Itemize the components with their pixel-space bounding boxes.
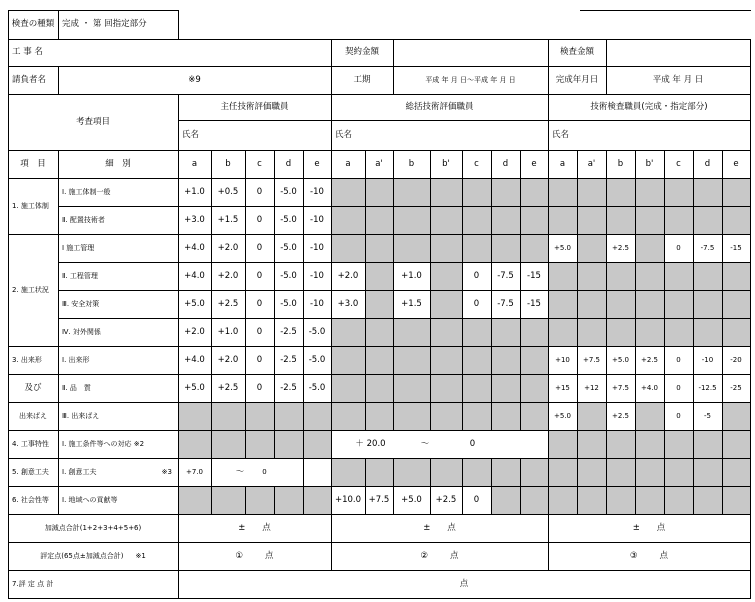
grid-line [8,178,751,179]
grid-line [8,598,751,599]
grid-line [8,430,751,431]
range-zero: 0 [262,467,267,476]
grid-line [520,150,521,431]
chief-score: -10 [310,214,324,225]
grid-line [58,262,751,263]
chief-score: +2.0 [184,326,205,337]
chief-grade-b: b [225,158,231,169]
chief-score: +4.0 [184,242,205,253]
grid-line [664,458,665,487]
inspector-add-sub-total: ± 点 [632,522,666,533]
chief-score: +2.0 [217,270,239,281]
grid-line [635,150,636,431]
inspector-score: +7.5 [612,383,629,392]
range-tilde: ～ [235,466,245,477]
general-score: +3.0 [337,298,359,309]
inspector-score: -25 [730,383,742,392]
period-label: 工期 [353,74,371,85]
category-ingenuity: 5. 創意工夫 [12,467,49,476]
chief-score: -10 [310,186,324,197]
grid-line [393,150,394,431]
chief-score: -5.0 [280,186,297,197]
chief-score: -5.0 [280,214,297,225]
inspector-grade-header: a [559,158,566,169]
detail-label: Ⅳ. 対外関係 [62,327,101,336]
general-grade-header: e [531,158,537,169]
general-grade-header: b [408,158,415,169]
contractor-note: ※9 [188,74,201,85]
chief-score: +2.0 [217,242,239,253]
category-construction-system: 1. 施工体制 [12,201,49,210]
inspector-score: -10 [701,355,714,364]
inspection-amount-label: 検査金額 [559,47,594,58]
column-header-detail: 細 別 [105,158,131,169]
grid-line [606,458,607,487]
circled-number: ② [420,550,429,561]
grid-line [245,486,246,515]
shaded-cell [331,234,548,262]
period-value: 平成 年 月 日～平成 年 月 日 [425,75,516,84]
grid-line [722,486,723,515]
chief-add-sub-total: ± 点 [238,522,271,533]
detail-note: ※3 [161,467,172,476]
completion-date-value: 平成 年 月 日 [652,74,704,85]
inspector-grade-header: d [704,158,711,169]
chief-score: +1.0 [217,326,239,337]
general-grade-header: c [474,158,479,169]
chief-score: -10 [310,270,324,281]
inspector-score: 0 [676,411,681,420]
inspector-score: 0 [676,243,681,252]
grid-line [8,570,751,571]
grid-line [8,39,9,599]
rating-label: 評定点(65点±加減点合計) ※1 [40,551,146,560]
inspector-score: +4.0 [641,383,658,392]
grid-line [8,402,751,403]
category-workmanship: 出来ばえ [19,411,47,420]
chief-score: -5.0 [308,326,326,337]
inspector-score: +5.0 [612,355,629,364]
inspector-score: +12 [584,383,599,392]
chief-score: -5.0 [280,298,297,309]
grid-line [664,430,665,459]
grid-line [693,486,694,515]
chief-score: +2.5 [217,382,239,393]
grid-line [58,318,751,319]
inspector-grade-header: c [676,158,681,169]
grid-line [8,458,751,459]
inspector-score: -12.5 [698,383,717,392]
chief-score: +0.5 [217,186,239,197]
grid-line [462,458,463,487]
inspector-score: 0 [676,355,681,364]
inspector-score: +10 [555,355,570,364]
point-unit: 点 [450,550,459,561]
category-and: 及び [24,382,42,393]
grid-line [750,39,751,599]
inspector-score: -15 [730,243,742,252]
grid-line [577,458,578,487]
inspector-name-label: 氏名 [552,129,570,140]
inspector-score: -20 [730,355,742,364]
grid-line [577,430,578,459]
grid-line [462,150,463,431]
shaded-cell [548,486,750,514]
grid-line [548,150,549,571]
grid-line [635,486,636,515]
general-evaluator-title: 総括技術評価職員 [405,101,474,112]
rating-cell-2 [331,542,548,570]
contract-amount-label: 契約金額 [344,47,379,58]
grid-line [245,150,246,431]
circled-number: ① [235,550,244,561]
grid-line [58,206,751,207]
chief-score: +3.0 [184,214,205,225]
grid-line [722,430,723,459]
shaded-cell [577,234,606,262]
chief-grade-c: c [257,158,262,169]
grid-line [693,430,694,459]
grid-line [274,486,275,515]
chief-score: +5.0 [184,298,205,309]
general-score: 0 [473,270,480,281]
chief-name-label: 氏名 [182,129,200,140]
chief-score: 0 [256,382,263,393]
shaded-cell [635,234,664,262]
grid-line [430,486,431,515]
inspector-score: -7.5 [700,243,715,252]
chief-score: 0 [256,270,263,281]
detail-label: Ⅱ. 配置技術者 [62,215,105,224]
point-unit: 点 [659,550,669,561]
inspector-score: +15 [555,383,570,392]
grid-line [8,10,179,11]
detail-label: Ⅲ. 安全対策 [62,299,100,308]
chief-grade-d: d [285,158,292,169]
grid-line [393,39,394,95]
general-score: +2.5 [435,494,457,505]
general-grade-header: a [345,158,351,169]
grid-line [58,150,59,515]
inspector-title: 技術検査職員(完成・指定部分) [590,101,708,112]
rating-note: ※1 [135,551,146,560]
completion-date-label: 完成年月日 [555,74,599,85]
chief-score: +2.0 [217,354,239,365]
grid-line [393,486,394,515]
chief-score: 0 [256,242,263,253]
grid-line [664,150,665,431]
range-tilde: ～ [420,438,430,449]
grid-line [722,458,723,487]
general-score: -15 [527,270,541,281]
grid-line [548,94,549,151]
grid-line [303,486,304,515]
category-construction-status: 2. 施工状況 [12,285,49,294]
grid-line [331,150,332,571]
grid-line [664,486,665,515]
column-header-item: 項 目 [20,158,46,169]
inspector-grade-header: a' [587,158,596,169]
grid-line [606,150,607,431]
inspection-kind-label: 検査の種類 [11,18,55,29]
chief-score: -2.5 [280,354,297,365]
add-sub-total-label: 加減点合計(1+2+3+4+5+6) [44,523,142,532]
inspector-score: +2.5 [641,355,658,364]
chief-score: -5.0 [280,242,297,253]
detail-label: Ⅰ. 施工条件等への対応 ※2 [62,439,145,448]
chief-score: +4.0 [184,354,205,365]
grid-line [303,458,304,487]
grid-line [8,66,751,67]
grid-line [606,39,607,95]
grid-line [462,486,463,515]
grid-line [211,430,212,459]
rating-cell-3 [548,542,750,570]
detail-label: Ⅱ. 工程管理 [62,271,98,280]
inspector-score: 0 [676,383,681,392]
grid-line [693,458,694,487]
inspector-score: +2.5 [612,243,629,252]
grid-line [178,10,179,39]
general-score: +1.0 [401,270,422,281]
grid-line [430,458,431,487]
shaded-cell [548,430,750,458]
general-grade-header: a' [375,158,383,169]
grid-line [548,39,549,95]
inspector-grade-header: b [617,158,624,169]
grid-line [491,150,492,431]
grid-line [577,486,578,515]
grid-line [722,150,723,431]
grid-line [303,430,304,459]
category-work-characteristics: 4. 工事特性 [12,439,49,448]
general-score: -7.5 [497,298,514,309]
grid-line [211,486,212,515]
inspector-grade-header: e [733,158,739,169]
range-plus: +7.0 [186,467,203,476]
general-score: -7.5 [497,270,514,281]
chief-score: +1.0 [184,186,205,197]
inspector-score: -5 [704,411,711,420]
grid-line [8,346,751,347]
grid-line [178,150,179,599]
grid-line [365,486,366,515]
grid-line [580,10,751,11]
shaded-cell [178,402,548,430]
category-social: 6. 社会性等 [12,495,49,504]
grid-line [274,430,275,459]
grid-line [8,374,751,375]
general-score: 0 [473,298,480,309]
grid-line [58,290,751,291]
chief-grade-a: a [191,158,198,169]
chief-grade-e: e [314,158,320,169]
grid-line [8,514,751,515]
grid-line [365,458,366,487]
general-score: +5.0 [401,494,422,505]
items-header: 考査項目 [75,116,110,127]
general-grade-header: d [502,158,509,169]
grid-line [520,486,521,515]
grid-line [8,39,751,40]
category-finished-form: 3. 出来形 [12,355,42,364]
grid-line [635,458,636,487]
grid-line [8,10,9,39]
chief-score: +2.5 [217,298,239,309]
grid-line [178,120,751,121]
final-score-label: 7.評 定 点 計 [12,579,54,588]
grid-line [8,94,751,95]
grid-line [211,458,212,487]
chief-score: -5.0 [280,270,297,281]
detail-label: Ⅰ. 地域への貢献等 [62,495,118,504]
range-plus: ＋ 20.0 [355,438,386,449]
range-zero: 0 [469,438,476,449]
chief-score: +1.5 [217,214,239,225]
chief-score: 0 [256,298,263,309]
inspector-score: +5.0 [554,243,571,252]
chief-score: -5.0 [308,354,326,365]
chief-score: -2.5 [280,326,297,337]
grid-line [211,150,212,431]
grid-line [693,150,694,431]
general-score: -15 [527,298,541,309]
shaded-cell [178,486,331,514]
grid-line [8,150,751,151]
shaded-cell [178,430,331,458]
grid-line [606,486,607,515]
shaded-cell [635,402,664,430]
rating-cell-1 [178,542,331,570]
grid-line [365,150,366,431]
general-score: +2.0 [337,270,359,281]
general-grade-header: b' [442,158,450,169]
grid-line [577,150,578,431]
shaded-cell [722,402,750,430]
chief-score: 0 [256,186,263,197]
grid-line [274,150,275,431]
general-score: +7.5 [368,494,390,505]
shaded-cell [577,402,606,430]
detail-label: Ⅰ. 創意工夫 ※3 [58,458,178,486]
grid-line [303,150,304,431]
detail-label: Ⅰ. 施工体制一般 [62,187,111,196]
inspection-kind-value: 完成 ・ 第 回指定部分 [62,18,147,29]
grid-line [245,430,246,459]
chief-score: 0 [256,326,263,337]
inspector-score: +7.5 [583,355,600,364]
grid-line [331,39,332,95]
grid-line [606,430,607,459]
general-score: +10.0 [334,494,362,505]
grid-line [331,94,332,151]
grid-line [58,66,59,95]
grid-line [491,486,492,515]
general-name-label: 氏名 [335,129,353,140]
chief-score: 0 [256,354,263,365]
project-name-label: 工 事 名 [12,47,43,58]
chief-score: 0 [256,214,263,225]
contractor-label: 請負者名 [12,74,47,85]
chief-score: -10 [310,242,324,253]
grid-line [8,486,751,487]
circled-number: ③ [629,550,638,561]
point-unit: 点 [265,550,274,561]
chief-score: +4.0 [184,270,205,281]
grid-line [58,10,59,39]
detail-label: Ⅲ. 出来ばえ [62,411,100,420]
chief-score: -2.5 [280,382,297,393]
chief-evaluator-title: 主任技術評価職員 [220,101,289,112]
detail-label: Ⅰ. 出来形 [62,355,90,364]
grid-line [178,94,179,151]
chief-score: +5.0 [184,382,205,393]
chief-score: -5.0 [308,382,326,393]
general-add-sub-total: ± 点 [423,522,456,533]
grid-line [635,430,636,459]
detail-label: Ⅱ. 品 質 [62,383,91,392]
general-score: +1.5 [401,298,422,309]
inspector-grade-header: b' [645,158,654,169]
grid-line [520,458,521,487]
chief-score: -10 [310,298,324,309]
detail-label: Ⅰ 施工管理 [62,243,95,252]
grid-line [393,458,394,487]
general-score: 0 [473,494,480,505]
inspector-score: +2.5 [612,411,629,420]
grid-line [8,234,751,235]
final-score-value: 点 [459,578,469,589]
grid-line [430,150,431,431]
grid-line [8,542,751,543]
inspector-score: +5.0 [554,411,571,420]
grid-line [491,458,492,487]
